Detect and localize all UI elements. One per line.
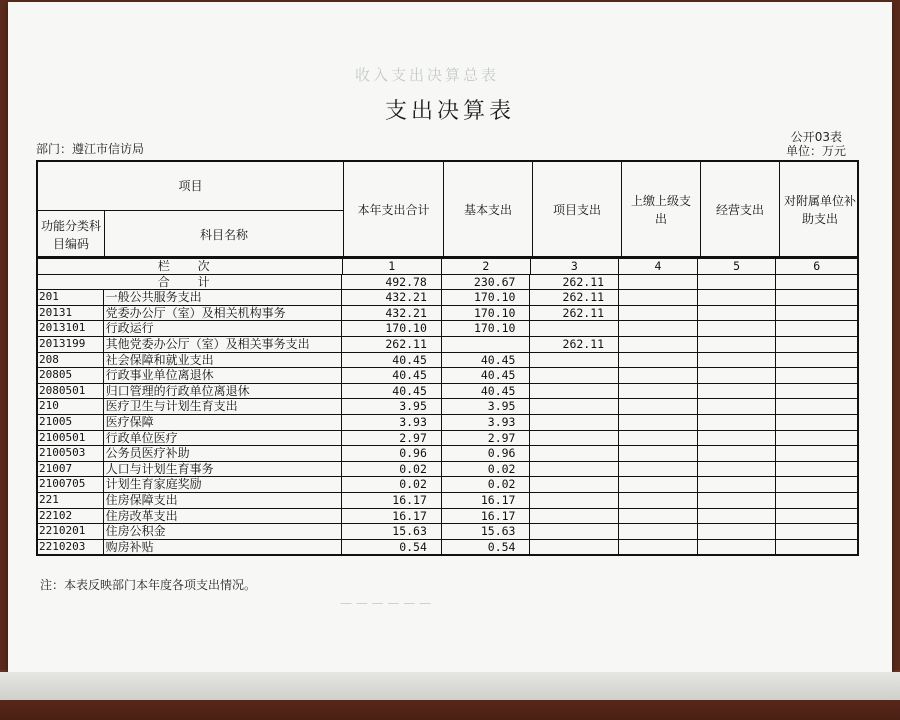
row-subject-name: 购房补贴	[104, 540, 343, 555]
row-subsidy	[776, 477, 857, 492]
header-project: 项目	[178, 179, 203, 193]
row-project	[530, 462, 619, 477]
row-upper	[619, 415, 698, 430]
header-subject-name: 科目名称	[199, 228, 248, 242]
row-basic: 40.45	[442, 368, 531, 383]
row-subsidy	[776, 540, 857, 555]
header-upper: 上缴上级支出	[630, 194, 691, 226]
row-upper	[619, 368, 698, 383]
row-subject-name: 住房公积金	[104, 524, 343, 539]
row-upper	[619, 477, 698, 492]
row-basic: 3.93	[442, 415, 531, 430]
page-title: 支出决算表	[384, 99, 515, 124]
row-upper	[619, 353, 698, 368]
row-upper	[619, 321, 698, 336]
row-project	[530, 446, 619, 461]
row-total: 432.21	[342, 306, 442, 321]
table-row	[38, 523, 857, 539]
row-total: 40.45	[342, 384, 442, 399]
row-upper	[619, 306, 698, 321]
footnote: 注：本表反映部门本年度各项支出情况。	[40, 578, 257, 592]
row-code: 2080501	[38, 384, 104, 399]
row-subject-name: 医疗保障	[104, 415, 343, 430]
row-code: 221	[38, 493, 104, 508]
row-code: 21005	[38, 415, 104, 430]
row-business	[698, 446, 777, 461]
table-row	[38, 430, 857, 446]
row-code: 2100705	[38, 477, 104, 492]
row-total: 40.45	[342, 353, 442, 368]
row-code: 208	[38, 353, 104, 368]
header-business: 经营支出	[715, 203, 764, 217]
row-total: 15.63	[342, 524, 442, 539]
row-business	[698, 431, 777, 446]
row-basic: 2.97	[442, 431, 531, 446]
row-subject-name: 住房改革支出	[104, 509, 343, 524]
table-row	[38, 367, 857, 383]
row-code: 20805	[38, 368, 104, 383]
paper-stack-edge	[0, 672, 900, 700]
row-subject-name: 住房保障支出	[104, 493, 343, 508]
row-business	[698, 415, 777, 430]
row-subject-name: 一般公共服务支出	[104, 290, 343, 305]
row-basic: 170.10	[442, 321, 531, 336]
row-subject-name: 归口管理的行政单位离退休	[104, 384, 343, 399]
row-total: 2.97	[342, 431, 442, 446]
row-business	[698, 493, 777, 508]
table-row	[38, 398, 857, 414]
row-business	[698, 384, 777, 399]
row-code: 2013199	[38, 337, 104, 352]
row-basic: 0.02	[442, 477, 531, 492]
row-subject-name: 公务员医疗补助	[104, 446, 343, 461]
table-row	[38, 508, 857, 524]
row-basic: 3.95	[442, 399, 531, 414]
row-project	[530, 431, 619, 446]
row-project	[530, 368, 619, 383]
row-total: 432.21	[342, 290, 442, 305]
row-business	[698, 337, 777, 352]
index-row	[38, 258, 857, 274]
row-upper	[619, 524, 698, 539]
row-business	[698, 524, 777, 539]
row-basic: 16.17	[442, 493, 531, 508]
index-cell: 3	[531, 259, 620, 274]
row-business	[698, 306, 777, 321]
row-basic: 40.45	[442, 384, 531, 399]
header-total: 本年支出合计	[357, 203, 430, 217]
header-project-expense: 项目支出	[552, 203, 601, 217]
table-row	[38, 539, 857, 555]
table-row	[38, 414, 857, 430]
row-upper	[619, 384, 698, 399]
row-subsidy	[776, 493, 857, 508]
row-basic: 0.02	[442, 462, 531, 477]
total-row	[38, 274, 857, 290]
total-basic: 230.67	[442, 275, 531, 290]
row-project: 262.11	[530, 290, 619, 305]
row-subsidy	[776, 431, 857, 446]
row-code: 210	[38, 399, 104, 414]
row-total: 0.96	[342, 446, 442, 461]
header-code: 功能分类科目编码	[40, 219, 101, 251]
table-header	[36, 160, 859, 258]
row-basic: 40.45	[442, 353, 531, 368]
row-business	[698, 353, 777, 368]
index-cell: 2	[442, 259, 531, 274]
row-subsidy	[776, 446, 857, 461]
table-row	[38, 476, 857, 492]
row-code: 20131	[38, 306, 104, 321]
row-code: 2013101	[38, 321, 104, 336]
row-business	[698, 290, 777, 305]
row-subsidy	[776, 509, 857, 524]
row-upper	[619, 509, 698, 524]
row-project	[530, 477, 619, 492]
row-upper	[619, 431, 698, 446]
row-project	[530, 353, 619, 368]
row-subsidy	[776, 415, 857, 430]
row-subsidy	[776, 321, 857, 336]
row-basic: 0.96	[442, 446, 531, 461]
row-project: 262.11	[530, 306, 619, 321]
row-project	[530, 509, 619, 524]
row-code: 2210203	[38, 540, 104, 555]
total-project: 262.11	[530, 275, 619, 290]
row-project	[530, 399, 619, 414]
table-row	[38, 289, 857, 305]
row-subject-name: 医疗卫生与计划生育支出	[104, 399, 343, 414]
table-row	[38, 445, 857, 461]
row-total: 16.17	[342, 493, 442, 508]
row-code: 22102	[38, 509, 104, 524]
row-business	[698, 540, 777, 555]
row-subject-name: 党委办公厅（室）及相关机构事务	[104, 306, 343, 321]
row-basic: 15.63	[442, 524, 531, 539]
row-subsidy	[776, 399, 857, 414]
header-basic: 基本支出	[463, 203, 512, 217]
row-project	[530, 524, 619, 539]
row-business	[698, 462, 777, 477]
index-cell: 5	[698, 259, 777, 274]
row-code: 201	[38, 290, 104, 305]
row-total: 16.17	[342, 509, 442, 524]
row-subsidy	[776, 384, 857, 399]
row-upper	[619, 399, 698, 414]
row-total: 0.02	[342, 462, 442, 477]
table-row	[38, 352, 857, 368]
table-row	[38, 320, 857, 336]
department-label: 部门：遵江市信访局	[36, 142, 145, 156]
row-subsidy	[776, 306, 857, 321]
total-business	[698, 275, 777, 290]
row-business	[698, 321, 777, 336]
row-project	[530, 321, 619, 336]
row-subsidy	[776, 290, 857, 305]
row-upper	[619, 493, 698, 508]
row-business	[698, 368, 777, 383]
row-business	[698, 399, 777, 414]
row-code: 2100501	[38, 431, 104, 446]
row-subject-name: 其他党委办公厅（室）及相关事务支出	[104, 337, 343, 352]
row-basic	[442, 337, 531, 352]
row-project	[530, 493, 619, 508]
row-total: 0.54	[342, 540, 442, 555]
row-subsidy	[776, 353, 857, 368]
row-subsidy	[776, 462, 857, 477]
table-row	[38, 336, 857, 352]
row-total: 262.11	[342, 337, 442, 352]
row-code: 21007	[38, 462, 104, 477]
row-project	[530, 384, 619, 399]
table-row	[38, 492, 857, 508]
row-total: 170.10	[342, 321, 442, 336]
row-total: 0.02	[342, 477, 442, 492]
row-subsidy	[776, 368, 857, 383]
row-upper	[619, 540, 698, 555]
row-subsidy	[776, 337, 857, 352]
row-project: 262.11	[530, 337, 619, 352]
row-business	[698, 477, 777, 492]
index-cell: 4	[619, 259, 698, 274]
bleed-through-text: — — — — — —	[340, 596, 432, 610]
index-cell: 1	[343, 259, 443, 274]
table-row	[38, 383, 857, 399]
unit-label: 单位：万元	[785, 144, 846, 158]
row-basic: 170.10	[442, 306, 531, 321]
row-upper	[619, 290, 698, 305]
index-label: 栏 次	[38, 259, 343, 274]
row-subject-name: 行政运行	[104, 321, 343, 336]
table-row	[38, 461, 857, 477]
row-upper	[619, 446, 698, 461]
row-subject-name: 社会保障和就业支出	[104, 353, 343, 368]
total-amount: 492.78	[342, 275, 442, 290]
bleed-through-title: 收入支出决算总表	[355, 66, 500, 84]
row-total: 40.45	[342, 368, 442, 383]
row-project	[530, 540, 619, 555]
row-code: 2210201	[38, 524, 104, 539]
row-total: 3.95	[342, 399, 442, 414]
header-subsidy: 对附属单位补助支出	[784, 194, 857, 226]
table-row	[38, 305, 857, 321]
row-basic: 0.54	[442, 540, 531, 555]
row-project	[530, 415, 619, 430]
row-subsidy	[776, 524, 857, 539]
total-label: 合 计	[38, 275, 342, 290]
row-code: 2100503	[38, 446, 104, 461]
row-total: 3.93	[342, 415, 442, 430]
row-subject-name: 行政事业单位离退休	[104, 368, 343, 383]
row-basic: 170.10	[442, 290, 531, 305]
row-upper	[619, 462, 698, 477]
row-basic: 16.17	[442, 509, 531, 524]
table-number: 公开03表	[790, 130, 842, 144]
row-subject-name: 计划生育家庭奖励	[104, 477, 343, 492]
row-subject-name: 行政单位医疗	[104, 431, 343, 446]
total-upper	[619, 275, 698, 290]
row-business	[698, 509, 777, 524]
table-body	[36, 258, 859, 556]
row-upper	[619, 337, 698, 352]
index-cell: 6	[813, 259, 821, 273]
total-subsidy	[776, 275, 857, 290]
row-subject-name: 人口与计划生育事务	[104, 462, 343, 477]
